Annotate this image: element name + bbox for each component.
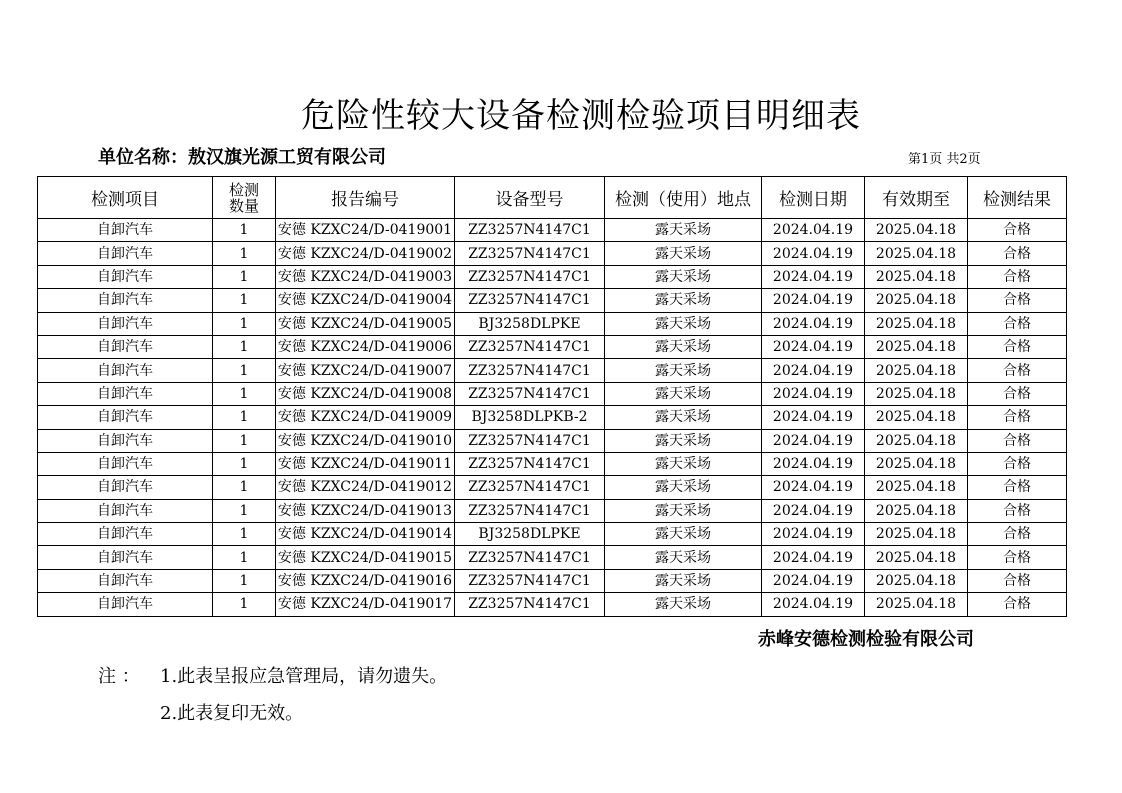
cell-result: 合格 [968,242,1067,265]
cell-result: 合格 [968,546,1067,569]
cell-result: 合格 [968,359,1067,382]
document-title: 危险性较大设备检测检验项目明细表 [301,96,861,136]
cell-report-number: 安德 KZXC24/D-0419004 [276,289,455,312]
cell-equipment-model: ZZ3257N4147C1 [455,593,605,616]
cell-valid-until: 2025.04.18 [865,593,968,616]
cell-report-number: 安德 KZXC24/D-0419013 [276,499,455,522]
cell-inspection-date: 2024.04.19 [762,335,865,358]
cell-inspection-item: 自卸汽车 [38,265,213,288]
header-quantity [213,177,276,219]
cell-location: 露天采场 [605,335,762,358]
cell-equipment-model: ZZ3257N4147C1 [455,429,605,452]
cell-report-number: 安德 KZXC24/D-0419007 [276,359,455,382]
cell-inspection-date: 2024.04.19 [762,593,865,616]
cell-result: 合格 [968,219,1067,242]
table-row [38,429,1067,452]
cell-equipment-model: ZZ3257N4147C1 [455,569,605,592]
page-indicator: 第1页 共2页 [908,152,981,167]
cell-valid-until: 2025.04.18 [865,312,968,335]
cell-equipment-model: ZZ3257N4147C1 [455,265,605,288]
cell-result: 合格 [968,429,1067,452]
cell-inspection-item: 自卸汽车 [38,242,213,265]
cell-inspection-date: 2024.04.19 [762,429,865,452]
cell-equipment-model: BJ3258DLPKE [455,312,605,335]
header-equipment-model: 设备型号 [455,177,605,219]
cell-valid-until: 2025.04.18 [865,289,968,312]
cell-inspection-date: 2024.04.19 [762,523,865,546]
cell-location: 露天采场 [605,359,762,382]
cell-report-number: 安德 KZXC24/D-0419005 [276,312,455,335]
cell-location: 露天采场 [605,452,762,475]
cell-valid-until: 2025.04.18 [865,452,968,475]
table-row [38,359,1067,382]
cell-quantity: 1 [213,429,276,452]
cell-valid-until: 2025.04.18 [865,335,968,358]
cell-report-number: 安德 KZXC24/D-0419014 [276,523,455,546]
cell-report-number: 安德 KZXC24/D-0419012 [276,476,455,499]
cell-quantity: 1 [213,265,276,288]
cell-report-number: 安德 KZXC24/D-0419001 [276,219,455,242]
cell-valid-until: 2025.04.18 [865,382,968,405]
cell-result: 合格 [968,289,1067,312]
cell-report-number: 安德 KZXC24/D-0419006 [276,335,455,358]
cell-quantity: 1 [213,452,276,475]
table-body [38,219,1067,617]
table-row [38,476,1067,499]
cell-quantity: 1 [213,476,276,499]
cell-quantity: 1 [213,499,276,522]
cell-inspection-date: 2024.04.19 [762,242,865,265]
cell-result: 合格 [968,382,1067,405]
cell-quantity: 1 [213,593,276,616]
cell-inspection-item: 自卸汽车 [38,312,213,335]
cell-quantity: 1 [213,569,276,592]
cell-quantity: 1 [213,382,276,405]
cell-result: 合格 [968,265,1067,288]
cell-equipment-model: ZZ3257N4147C1 [455,452,605,475]
table-row [38,219,1067,242]
cell-result: 合格 [968,476,1067,499]
cell-equipment-model: ZZ3257N4147C1 [455,499,605,522]
cell-quantity: 1 [213,242,276,265]
unit-name: 单位名称：敖汉旗光源工贸有限公司 [98,147,386,168]
cell-location: 露天采场 [605,242,762,265]
table-row [38,242,1067,265]
cell-result: 合格 [968,569,1067,592]
cell-equipment-model: BJ3258DLPKB-2 [455,406,605,429]
cell-equipment-model: BJ3258DLPKE [455,523,605,546]
cell-location: 露天采场 [605,219,762,242]
cell-report-number: 安德 KZXC24/D-0419002 [276,242,455,265]
cell-quantity: 1 [213,335,276,358]
cell-equipment-model: ZZ3257N4147C1 [455,289,605,312]
cell-valid-until: 2025.04.18 [865,242,968,265]
cell-valid-until: 2025.04.18 [865,569,968,592]
cell-inspection-date: 2024.04.19 [762,569,865,592]
header-report-number: 报告编号 [276,177,455,219]
table-row [38,312,1067,335]
cell-result: 合格 [968,523,1067,546]
issuer-name: 赤峰安德检测检验有限公司 [758,629,974,650]
cell-valid-until: 2025.04.18 [865,359,968,382]
cell-valid-until: 2025.04.18 [865,499,968,522]
cell-quantity: 1 [213,312,276,335]
cell-quantity: 1 [213,359,276,382]
cell-inspection-item: 自卸汽车 [38,382,213,405]
cell-valid-until: 2025.04.18 [865,406,968,429]
cell-result: 合格 [968,406,1067,429]
header-quantity-line-1: 检测 [228,180,259,199]
cell-report-number: 安德 KZXC24/D-0419003 [276,265,455,288]
cell-inspection-date: 2024.04.19 [762,499,865,522]
cell-inspection-date: 2024.04.19 [762,219,865,242]
cell-inspection-item: 自卸汽车 [38,219,213,242]
header-inspection-date: 检测日期 [762,177,865,219]
cell-inspection-date: 2024.04.19 [762,289,865,312]
cell-inspection-item: 自卸汽车 [38,406,213,429]
cell-location: 露天采场 [605,569,762,592]
cell-valid-until: 2025.04.18 [865,265,968,288]
cell-inspection-date: 2024.04.19 [762,546,865,569]
cell-valid-until: 2025.04.18 [865,476,968,499]
cell-equipment-model: ZZ3257N4147C1 [455,242,605,265]
cell-quantity: 1 [213,546,276,569]
table-row [38,265,1067,288]
cell-result: 合格 [968,312,1067,335]
inspection-table [37,176,1067,617]
cell-inspection-item: 自卸汽车 [38,593,213,616]
cell-inspection-date: 2024.04.19 [762,476,865,499]
cell-report-number: 安德 KZXC24/D-0419008 [276,382,455,405]
table-row [38,452,1067,475]
cell-inspection-item: 自卸汽车 [38,546,213,569]
header-location: 检测（使用）地点 [605,177,762,219]
cell-equipment-model: ZZ3257N4147C1 [455,546,605,569]
note-item-1: 1.此表呈报应急管理局，请勿遗失。 [160,666,448,687]
cell-result: 合格 [968,452,1067,475]
cell-location: 露天采场 [605,312,762,335]
cell-report-number: 安德 KZXC24/D-0419015 [276,546,455,569]
cell-result: 合格 [968,593,1067,616]
cell-inspection-item: 自卸汽车 [38,523,213,546]
cell-valid-until: 2025.04.18 [865,219,968,242]
notes-label: 注 ： [98,666,140,687]
cell-inspection-item: 自卸汽车 [38,569,213,592]
header-inspection-item: 检测项目 [38,177,213,219]
note-item-2: 2.此表复印无效。 [160,703,304,724]
cell-inspection-item: 自卸汽车 [38,289,213,312]
cell-report-number: 安德 KZXC24/D-0419010 [276,429,455,452]
cell-equipment-model: ZZ3257N4147C1 [455,476,605,499]
cell-location: 露天采场 [605,406,762,429]
cell-location: 露天采场 [605,546,762,569]
table-row [38,406,1067,429]
cell-quantity: 1 [213,406,276,429]
cell-inspection-item: 自卸汽车 [38,452,213,475]
cell-report-number: 安德 KZXC24/D-0419011 [276,452,455,475]
cell-inspection-item: 自卸汽车 [38,359,213,382]
cell-quantity: 1 [213,219,276,242]
table-row [38,382,1067,405]
cell-inspection-date: 2024.04.19 [762,265,865,288]
cell-location: 露天采场 [605,476,762,499]
cell-location: 露天采场 [605,429,762,452]
cell-location: 露天采场 [605,289,762,312]
cell-inspection-date: 2024.04.19 [762,312,865,335]
cell-location: 露天采场 [605,523,762,546]
table-row [38,593,1067,616]
table-row [38,499,1067,522]
cell-equipment-model: ZZ3257N4147C1 [455,359,605,382]
cell-inspection-date: 2024.04.19 [762,452,865,475]
cell-valid-until: 2025.04.18 [865,429,968,452]
cell-quantity: 1 [213,523,276,546]
cell-inspection-item: 自卸汽车 [38,335,213,358]
table-row [38,289,1067,312]
cell-valid-until: 2025.04.18 [865,523,968,546]
cell-report-number: 安德 KZXC24/D-0419016 [276,569,455,592]
table-row [38,546,1067,569]
cell-location: 露天采场 [605,382,762,405]
cell-quantity: 1 [213,289,276,312]
cell-equipment-model: ZZ3257N4147C1 [455,219,605,242]
cell-inspection-item: 自卸汽车 [38,476,213,499]
cell-result: 合格 [968,335,1067,358]
cell-location: 露天采场 [605,265,762,288]
header-result: 检测结果 [968,177,1067,219]
cell-result: 合格 [968,499,1067,522]
table-row [38,335,1067,358]
cell-equipment-model: ZZ3257N4147C1 [455,382,605,405]
table-row [38,523,1067,546]
cell-valid-until: 2025.04.18 [865,546,968,569]
cell-report-number: 安德 KZXC24/D-0419009 [276,406,455,429]
cell-location: 露天采场 [605,499,762,522]
cell-inspection-date: 2024.04.19 [762,382,865,405]
header-quantity-line-2: 数量 [228,196,259,215]
table-header-row [38,177,1067,219]
cell-report-number: 安德 KZXC24/D-0419017 [276,593,455,616]
header-valid-until: 有效期至 [865,177,968,219]
table-row [38,569,1067,592]
cell-location: 露天采场 [605,593,762,616]
cell-inspection-date: 2024.04.19 [762,359,865,382]
cell-inspection-date: 2024.04.19 [762,406,865,429]
cell-inspection-item: 自卸汽车 [38,499,213,522]
cell-inspection-item: 自卸汽车 [38,429,213,452]
cell-equipment-model: ZZ3257N4147C1 [455,335,605,358]
